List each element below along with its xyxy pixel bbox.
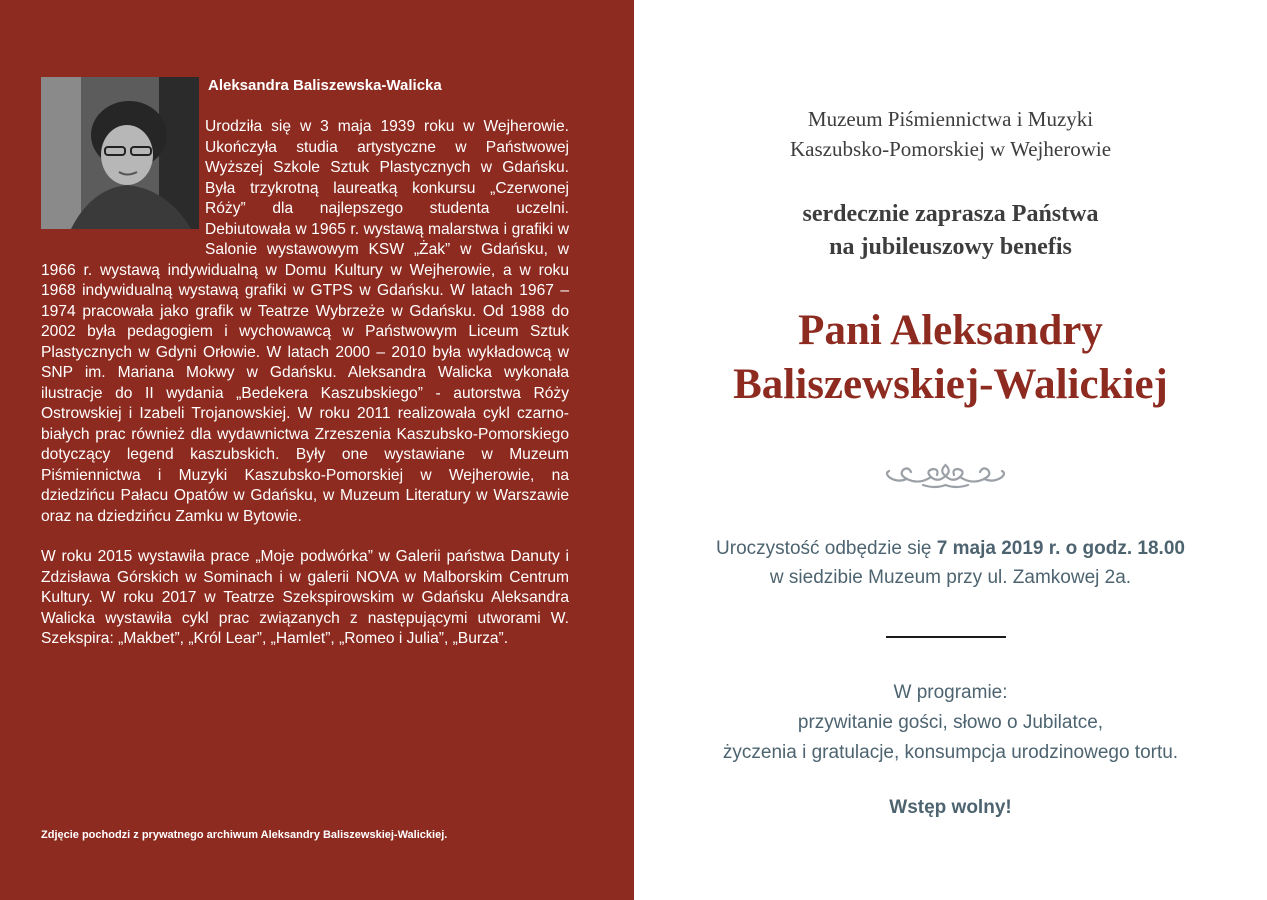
scroll-flourish-icon xyxy=(883,459,1008,493)
biography-heading: Aleksandra Baliszewska-Walicka xyxy=(208,77,442,94)
event-date: 7 maja 2019 r. o godz. 18.00 xyxy=(936,538,1185,559)
biography-paragraph: Urodziła się w 3 maja 1939 roku w Wejherowie. Ukończyła studia artystyczne w Państwowej Wyższej Szkole Sztuk Plastycznych w Gdańsku. Była trzykrotną laureatką konkursu „Czerwonej Róży” dla najlepszego studenta uczelni. Debiutowała w 1965 r. wystawą malarstwa i grafiki w Salonie wystawowym KSW „Żak” w Gdańsku, w 1966 r. wystawą indywidualną w Domu Kultury w Wejherowie, a w roku 1968 indywidualną wystawą grafiki w GTPS w Gdańsku. W latach 1967 – 1974 pracowała jako grafik w Teatrze Wybrzeże w Gdańsku. Od 1988 do 2002 była pedagogiem i wychowawcą w Państwowym Liceum Sztuk Plastycznych w Gdyni Orłowie. W latach 2000 – 2010 była wykładowcą w SNP im. Mariana Mokwy w Gdańsku. Aleksandra Walicka wykonała ilustracje do II wydania „Bedekera Kaszubskiego” - autorstwa Róży Ostrowskiej i Izabeli Trojanowskiej. W roku 2011 realizowała cykl czarno-białych prac również dla wydawnictwa Zrzeszenia Kaszubsko-Pomorskiego dotyczący legend kaszubskich. Były one wystawiane w Muzeum Piśmiennictwa i Muzyki Kaszubsko-Pomorskiej w Wejherowie, na dziedzińcu Pałacu Opatów w Gdańsku, w Muzeum Literatury w Warszawie oraz na dziedzińcu Zamku w Bytowie. xyxy=(41,118,569,525)
program-title: W programie: xyxy=(893,682,1008,703)
biography-paragraph: W roku 2015 wystawiła prace „Moje podwórka” w Galerii państwa Danuty i Zdzisława Górskich w Sominach i w galerii NOVA w Malborskim Centrum Kultury. W roku 2017 w Teatrze Szekspirowskim w Gdańsku Aleksandra Walicka wystawiła cykl prac związanych z następującymi utworami W. Szekspira: „Makbet”, „Król Lear”, „Hamlet”, „Romeo i Julia”, „Burza”. xyxy=(41,548,569,647)
program-section: W programie: przywitanie gości, słowo o Jubilatce, życzenia i gratulacje, konsumpcja urodzinowego tortu. xyxy=(634,678,1267,768)
invitation-phrase: serdecznie zaprasza Państwa na jubileuszowy benefis xyxy=(802,201,1099,260)
museum-name: Muzeum Piśmiennictwa i Muzyki Kaszubsko-Pomorskiej w Wejherowie xyxy=(789,107,1112,161)
honoree-name: Pani Aleksandry Baliszewskiej-Walickiej xyxy=(733,307,1168,408)
biography-text xyxy=(41,117,569,650)
photo-credit: Zdjęcie pochodzi z prywatnego archiwum Aleksandry Baliszewskiej-Walickiej. xyxy=(41,829,448,841)
free-entry-note: Wstęp wolny! xyxy=(889,797,1012,818)
event-place: w siedzibie Muzeum przy ul. Zamkowej 2a. xyxy=(769,567,1132,588)
event-details: Uroczystość odbędzie się 7 maja 2019 r. o godz. 18.00 w siedzibie Muzeum przy ul. Zamkowej 2a. xyxy=(634,534,1267,592)
divider-line xyxy=(886,636,1006,638)
invitation-panel xyxy=(634,0,1267,900)
